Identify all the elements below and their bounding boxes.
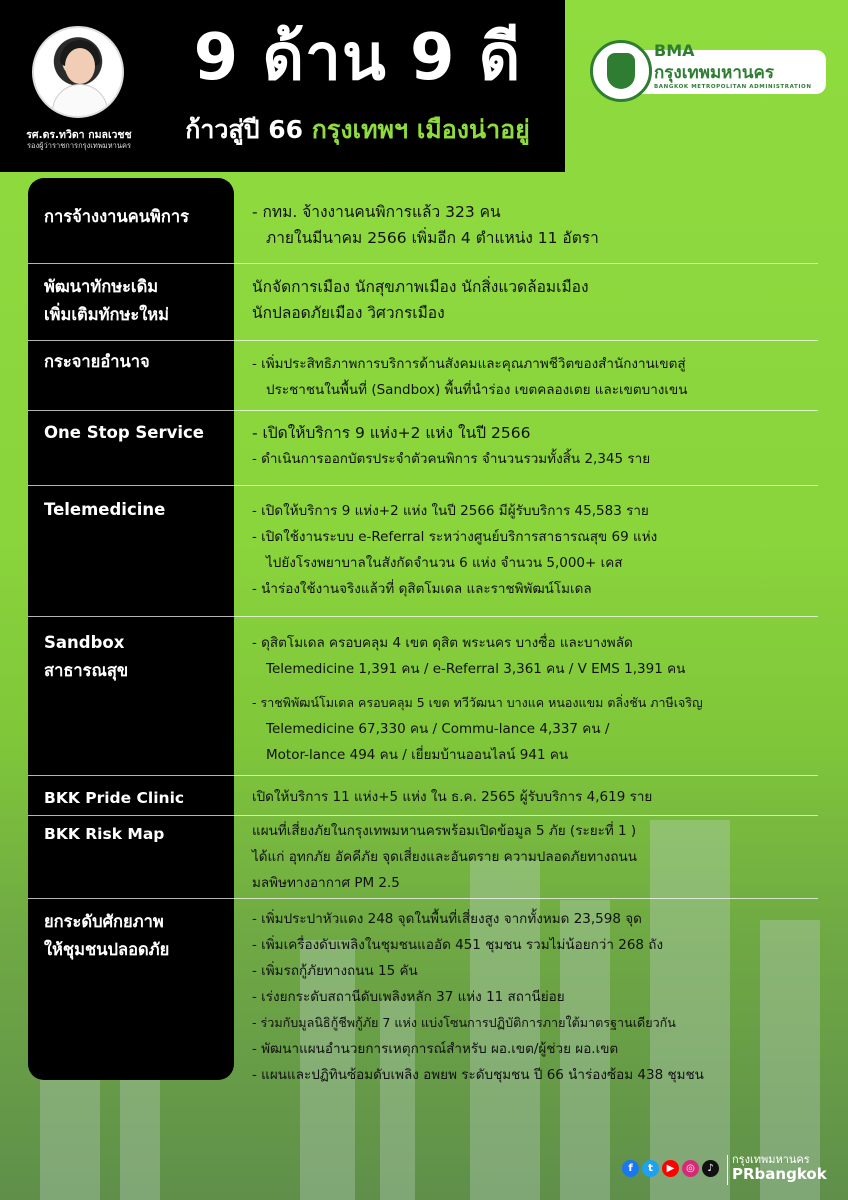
content-line: เปิดให้บริการ 11 แห่ง+5 แห่ง ใน ธ.ค. 2565 ผู้รับบริการ 4,619 ราย [252,789,653,805]
category-label: กระจายอำนาจ [44,352,150,371]
content-line: - เปิดให้บริการ 9 แห่ง+2 แห่ง ในปี 2566 [252,424,531,442]
category-label: BKK Risk Map [44,825,165,843]
content-line: - เพิ่มรถกู้ภัยทางถนน 15 คัน [252,963,418,979]
content-line: - เพิ่มเครื่องดับเพลิงในชุมชนแออัด 451 ชุมชน รวมไม่น้อยกว่า 268 ถัง [252,937,664,953]
category-label: Telemedicine [44,500,166,519]
content-line: ภายในมีนาคม 2566 เพิ่มอีก 4 ตำแหน่ง 11 อัตรา [266,229,599,247]
row-divider [28,263,818,264]
bma-seal-icon [590,40,652,102]
row-divider [28,410,818,411]
footer-divider [727,1155,728,1185]
row-divider [28,775,818,776]
logo-thai-text: กรุงเทพมหานคร [654,63,775,83]
category-label: การจ้างงานคนพิการ [44,207,190,226]
category-label: ยกระดับศักยภาพ ให้ชุมชนปลอดภัย [44,912,170,959]
content-line: นักจัดการเมือง นักสุขภาพเมือง นักสิ่งแวดล้อมเมือง [252,278,589,296]
avatar [32,26,124,118]
content-line: - เพิ่มประปาหัวแดง 248 จุดในพื้นที่เสี่ยงสูง จากทั้งหมด 23,598 จุด [252,911,642,927]
section-content [252,630,832,768]
subtitle-prefix: ก้าวสู่ปี 66 [185,115,304,144]
content-line: - เร่งยกระดับสถานีดับเพลิงหลัก 37 แห่ง 11 สถานีย่อย [252,989,565,1005]
content-line: นักปลอดภัยเมือง วิศวกรเมือง [252,304,445,322]
content-line: - ราชพิพัฒน์โมเดล ครอบคลุม 5 เขต ทวีวัฒนา บางแค หนองแขม ตลิ่งชัน ภาษีเจริญ [252,695,703,710]
section-content [252,351,832,403]
youtube-icon[interactable]: ▶ [662,1160,679,1177]
person-role: รองผู้ว่าราชการกรุงเทพมหานคร [26,141,132,150]
header-banner [0,0,565,172]
footer-brand [732,1152,827,1182]
page-title: 9 ด้าน 9 ดี [193,21,522,95]
logo-english-text: BANGKOK METROPOLITAN ADMINISTRATION [654,84,812,90]
content-line: - แผนและปฏิทินซ้อมดับเพลิง อพยพ ระดับชุมชน ปี 66 นำร่องซ้อม 438 ชุมชน [252,1067,704,1083]
content-line: - เปิดใช้งานระบบ e-Referral ระหว่างศูนย์บริการสาธารณสุข 69 แห่ง [252,529,658,545]
category-label: BKK Pride Clinic [44,789,185,807]
row-divider [28,340,818,341]
section-content [252,818,832,896]
logo-bma-text: BMA [654,41,695,60]
section-content [252,784,832,810]
content-line: - ดำเนินการออกบัตรประจำตัวคนพิการ จำนวนรวมทั้งสิ้น 2,345 ราย [252,451,651,467]
content-line: ประชาชนในพื้นที่ (Sandbox) พื้นที่นำร่อง เขตคลองเตย และเขตบางเขน [266,382,688,398]
category-label: One Stop Service [44,423,204,442]
person-name: รศ.ดร.ทวิดา กมลเวชช [26,129,132,141]
content-line: ไปยังโรงพยาบาลในสังกัดจำนวน 6 แห่ง จำนวน 5,000+ เคส [266,555,623,571]
section-content [252,420,832,472]
section-content [252,906,832,1088]
facebook-icon[interactable]: f [622,1160,639,1177]
content-line: - เปิดให้บริการ 9 แห่ง+2 แห่ง ในปี 2566 มีผู้รับบริการ 45,583 ราย [252,503,649,519]
content-line: - ร่วมกับมูลนิธิกู้ชีพกู้ภัย 7 แห่ง แบ่งโซนการปฏิบัติการภายใต้มาตรฐานเดียวกัน [252,1015,676,1030]
section-content [252,199,832,251]
content-line: Telemedicine 1,391 คน / e-Referral 3,361 คน / V EMS 1,391 คน [266,661,686,677]
content-line: - เพิ่มประสิทธิภาพการบริการด้านสังคมและคุณภาพชีวิตของสำนักงานเขตสู่ [252,356,686,372]
instagram-icon[interactable]: ◎ [682,1160,699,1177]
footer-handle: PRbangkok [732,1165,827,1183]
row-divider [28,815,818,816]
category-label: พัฒนาทักษะเดิม เพิ่มเติมทักษะใหม่ [44,277,170,324]
content-line: แผนที่เสี่ยงภัยในกรุงเทพมหานครพร้อมเปิดข้อมูล 5 ภัย (ระยะที่ 1 ) [252,823,637,839]
section-content [252,498,832,602]
content-line: - นำร่องใช้งานจริงแล้วที่ ดุสิตโมเดล และราชพิพัฒน์โมเดล [252,581,592,597]
row-divider [28,485,818,486]
footer-org: กรุงเทพมหานคร [732,1153,810,1166]
content-line: Motor-lance 494 คน / เยี่ยมบ้านออนไลน์ 941 คน [266,747,569,763]
content-line: มลพิษทางอากาศ PM 2.5 [252,875,400,891]
content-line: ได้แก่ อุทกภัย อัคคีภัย จุดเสี่ยงและอันตราย ความปลอดภัยทางถนน [252,849,637,865]
category-label: Sandbox สาธารณสุข [44,633,129,680]
content-line: Telemedicine 67,330 คน / Commu-lance 4,337 คน / [266,721,610,737]
content-line: - ดุสิตโมเดล ครอบคลุม 4 เขต ดุสิต พระนคร บางซื่อ และบางพลัด [252,635,633,651]
content-line: - กทม. จ้างงานคนพิการแล้ว 323 คน [252,203,501,221]
bma-logo [590,40,830,102]
social-icons [622,1160,719,1177]
row-divider [28,898,818,899]
row-divider [28,616,818,617]
content-line: - พัฒนาแผนอำนวยการเหตุการณ์สำหรับ ผอ.เขต/ผู้ช่วย ผอ.เขต [252,1041,619,1057]
section-content [252,274,832,326]
page-subtitle [165,110,550,150]
twitter-icon[interactable]: t [642,1160,659,1177]
subtitle-highlight: กรุงเทพฯ เมืองน่าอยู่ [311,115,530,144]
tiktok-icon[interactable]: ♪ [702,1160,719,1177]
